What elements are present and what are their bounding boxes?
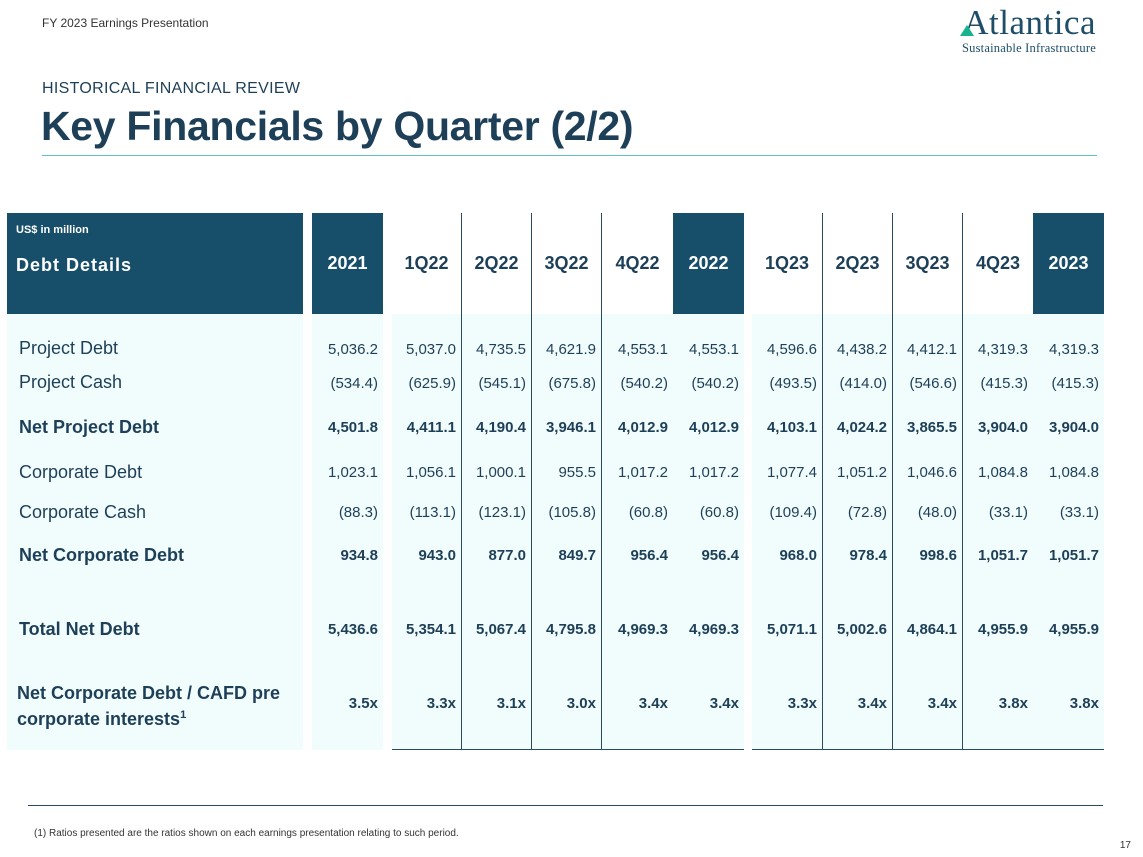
- cell-corporate-debt-2023: 1,084.8: [1048, 464, 1099, 481]
- cell-project-cash-4q22: (540.2): [620, 375, 668, 392]
- cell-corporate-debt-4q23: 1,084.8: [977, 464, 1028, 481]
- row-label-leverage-line1: Net Corporate Debt / CAFD pre: [17, 683, 281, 703]
- cell-corporate-debt-2022: 1,017.2: [688, 464, 739, 481]
- cell-corporate-cash-2022: (60.8): [699, 504, 739, 521]
- table-heading: Debt Details: [16, 255, 133, 275]
- column-header-2q23: 2Q23: [823, 213, 892, 314]
- cell-corporate-cash-3q22: (105.8): [548, 504, 596, 521]
- row-labels: [7, 314, 303, 750]
- cell-project-debt-4q23: 4,319.3: [977, 341, 1028, 358]
- atlantica-logo: [962, 4, 1096, 55]
- cell-leverage-ratio-4q22: 3.4x: [638, 695, 668, 712]
- cell-total-net-debt-2q23: 5,002.6: [836, 621, 887, 638]
- block-2021: [312, 213, 383, 750]
- cell-net-project-debt-2q23: 4,024.2: [836, 419, 887, 436]
- cell-project-debt-2021: 5,036.2: [327, 341, 378, 358]
- cell-project-cash-2q22: (545.1): [478, 375, 526, 392]
- footnote: (1) Ratios presented are the ratios shown on each earnings presentation relating to such period.: [34, 828, 459, 839]
- cell-total-net-debt-4q22: 4,969.3: [617, 621, 668, 638]
- column-header-2022: 2022: [673, 213, 744, 314]
- row-label-project-cash: Project Cash: [19, 372, 123, 392]
- cell-net-corporate-debt-2q22: 877.0: [488, 547, 526, 564]
- cell-corporate-cash-2q23: (72.8): [847, 504, 887, 521]
- block-2023: [752, 213, 1104, 750]
- row-label-net-project-debt: Net Project Debt: [19, 417, 160, 437]
- column-header-3q23: 3Q23: [893, 213, 962, 314]
- cell-corporate-cash-3q23: (48.0): [917, 504, 957, 521]
- column-header-1q22: 1Q22: [392, 213, 461, 314]
- cell-total-net-debt-2021: 5,436.6: [327, 621, 378, 638]
- cell-project-cash-4q23: (415.3): [980, 375, 1028, 392]
- cell-project-debt-2022: 4,553.1: [688, 341, 739, 358]
- row-label-corporate-debt: Corporate Debt: [19, 462, 143, 482]
- cell-leverage-ratio-2023: 3.8x: [1069, 695, 1099, 712]
- cell-net-project-debt-2q22: 4,190.4: [475, 419, 526, 436]
- cell-project-cash-1q22: (625.9): [408, 375, 456, 392]
- cell-corporate-debt-3q22: 955.5: [558, 464, 596, 481]
- column-3q22: [532, 213, 602, 750]
- column-2023: [1033, 213, 1104, 750]
- cell-leverage-ratio-3q23: 3.4x: [927, 695, 957, 712]
- cell-corporate-cash-2021: (88.3): [338, 504, 378, 521]
- column-2022: [673, 213, 744, 750]
- unit-label: US$ in million: [16, 224, 89, 236]
- footer-divider: [28, 805, 1103, 806]
- logo-tagline: Sustainable Infrastructure: [962, 41, 1096, 55]
- cell-project-debt-1q23: 4,596.6: [766, 341, 817, 358]
- cell-net-project-debt-3q22: 3,946.1: [545, 419, 596, 436]
- cell-total-net-debt-3q23: 4,864.1: [906, 621, 957, 638]
- column-header-4q22: 4Q22: [602, 213, 673, 314]
- cell-leverage-ratio-2021: 3.5x: [348, 695, 378, 712]
- row-label-leverage-line2: corporate interests: [17, 709, 181, 729]
- row-label-project-debt: Project Debt: [19, 338, 119, 358]
- column-header-3q22: 3Q22: [532, 213, 601, 314]
- cell-net-corporate-debt-2023: 1,051.7: [1048, 547, 1099, 564]
- cell-net-project-debt-1q23: 4,103.1: [766, 419, 817, 436]
- column-2q22: [462, 213, 532, 750]
- cell-project-debt-2q22: 4,735.5: [475, 341, 526, 358]
- logo-triangle-icon: [960, 25, 974, 36]
- cell-corporate-debt-2021: 1,023.1: [327, 464, 378, 481]
- cell-project-cash-1q23: (493.5): [769, 375, 817, 392]
- cell-leverage-ratio-1q22: 3.3x: [426, 695, 456, 712]
- cell-corporate-cash-4q22: (60.8): [628, 504, 668, 521]
- presentation-name: FY 2023 Earnings Presentation: [42, 16, 209, 30]
- cell-leverage-ratio-2q22: 3.1x: [496, 695, 526, 712]
- column-1q23: [752, 213, 823, 750]
- column-header-2023: 2023: [1033, 213, 1104, 314]
- cell-project-debt-4q22: 4,553.1: [617, 341, 668, 358]
- cell-project-debt-2023: 4,319.3: [1048, 341, 1099, 358]
- cell-corporate-cash-1q23: (109.4): [769, 504, 817, 521]
- cell-total-net-debt-2023: 4,955.9: [1048, 621, 1099, 638]
- cell-leverage-ratio-3q22: 3.0x: [566, 695, 596, 712]
- cell-project-debt-1q22: 5,037.0: [405, 341, 456, 358]
- cell-corporate-debt-1q23: 1,077.4: [766, 464, 817, 481]
- cell-total-net-debt-2q22: 5,067.4: [475, 621, 526, 638]
- cell-total-net-debt-1q23: 5,071.1: [766, 621, 817, 638]
- column-4q22: [602, 213, 673, 750]
- row-label-net-corporate-debt: Net Corporate Debt: [19, 545, 185, 565]
- cell-project-cash-2q23: (414.0): [839, 375, 887, 392]
- block-bottom-line: [752, 749, 1104, 750]
- cell-corporate-debt-3q23: 1,046.6: [906, 464, 957, 481]
- cell-net-corporate-debt-1q23: 968.0: [779, 547, 817, 564]
- cell-corporate-cash-2q22: (123.1): [478, 504, 526, 521]
- column-header-1q23: 1Q23: [752, 213, 822, 314]
- page-number: 17: [1119, 840, 1131, 851]
- cell-net-corporate-debt-2021: 934.8: [340, 547, 378, 564]
- page-title: Key Financials by Quarter (2/2): [41, 103, 634, 149]
- column-1q22: [392, 213, 462, 750]
- cell-corporate-debt-2q22: 1,000.1: [475, 464, 526, 481]
- logo-wordmark: [962, 4, 1096, 42]
- cell-corporate-cash-4q23: (33.1): [988, 504, 1028, 521]
- cell-corporate-debt-4q22: 1,017.2: [617, 464, 668, 481]
- column-4q23: [963, 213, 1033, 750]
- column-2q23: [823, 213, 893, 750]
- cell-corporate-debt-2q23: 1,051.2: [836, 464, 887, 481]
- cell-project-cash-2022: (540.2): [691, 375, 739, 392]
- cell-net-corporate-debt-1q22: 943.0: [418, 547, 456, 564]
- cell-project-cash-3q22: (675.8): [548, 375, 596, 392]
- cell-net-corporate-debt-4q23: 1,051.7: [977, 547, 1028, 564]
- cell-leverage-ratio-2q23: 3.4x: [857, 695, 887, 712]
- cell-total-net-debt-1q22: 5,354.1: [405, 621, 456, 638]
- column-header-2021: 2021: [312, 213, 383, 314]
- column-header-2q22: 2Q22: [462, 213, 531, 314]
- title-divider: [42, 155, 1097, 156]
- cell-project-debt-2q23: 4,438.2: [836, 341, 887, 358]
- cell-project-debt-3q22: 4,621.9: [545, 341, 596, 358]
- cell-net-corporate-debt-2q23: 978.4: [849, 547, 887, 564]
- column-2021: [312, 213, 383, 750]
- cell-net-project-debt-2021: 4,501.8: [327, 419, 378, 436]
- cell-net-corporate-debt-2022: 956.4: [701, 547, 739, 564]
- cell-leverage-ratio-1q23: 3.3x: [787, 695, 817, 712]
- block-2022: [392, 213, 744, 750]
- cell-leverage-ratio-2022: 3.4x: [709, 695, 739, 712]
- footnote-marker: 1: [180, 709, 187, 721]
- cell-net-project-debt-2023: 3,904.0: [1048, 419, 1099, 436]
- cell-project-cash-2023: (415.3): [1051, 375, 1099, 392]
- cell-project-cash-2021: (534.4): [330, 375, 378, 392]
- cell-net-corporate-debt-3q22: 849.7: [558, 547, 596, 564]
- row-label-total-net-debt: Total Net Debt: [19, 619, 140, 639]
- row-label-leverage-ratio: [17, 682, 280, 730]
- cell-net-corporate-debt-4q22: 956.4: [630, 547, 668, 564]
- row-label-corporate-cash: Corporate Cash: [19, 502, 147, 522]
- cell-project-debt-3q23: 4,412.1: [906, 341, 957, 358]
- cell-total-net-debt-4q23: 4,955.9: [977, 621, 1028, 638]
- cell-net-corporate-debt-3q23: 998.6: [919, 547, 957, 564]
- cell-corporate-cash-1q22: (113.1): [409, 504, 456, 521]
- row-label-block: [7, 213, 303, 750]
- logo-name: Atlantica: [963, 3, 1096, 42]
- cell-net-project-debt-3q23: 3,865.5: [906, 419, 957, 436]
- block-bottom-line: [392, 749, 744, 750]
- cell-net-project-debt-1q22: 4,411.1: [406, 419, 456, 436]
- cell-net-project-debt-4q22: 4,012.9: [617, 419, 668, 436]
- cell-corporate-cash-2023: (33.1): [1059, 504, 1099, 521]
- table-header-label: [7, 213, 303, 314]
- column-header-4q23: 4Q23: [963, 213, 1033, 314]
- cell-net-project-debt-4q23: 3,904.0: [977, 419, 1028, 436]
- cell-net-project-debt-2022: 4,012.9: [688, 419, 739, 436]
- cell-leverage-ratio-4q23: 3.8x: [998, 695, 1028, 712]
- cell-project-cash-3q23: (546.6): [909, 375, 957, 392]
- cell-total-net-debt-3q22: 4,795.8: [545, 621, 596, 638]
- cell-total-net-debt-2022: 4,969.3: [688, 621, 739, 638]
- section-label: HISTORICAL FINANCIAL REVIEW: [42, 80, 301, 97]
- column-3q23: [893, 213, 963, 750]
- cell-corporate-debt-1q22: 1,056.1: [405, 464, 456, 481]
